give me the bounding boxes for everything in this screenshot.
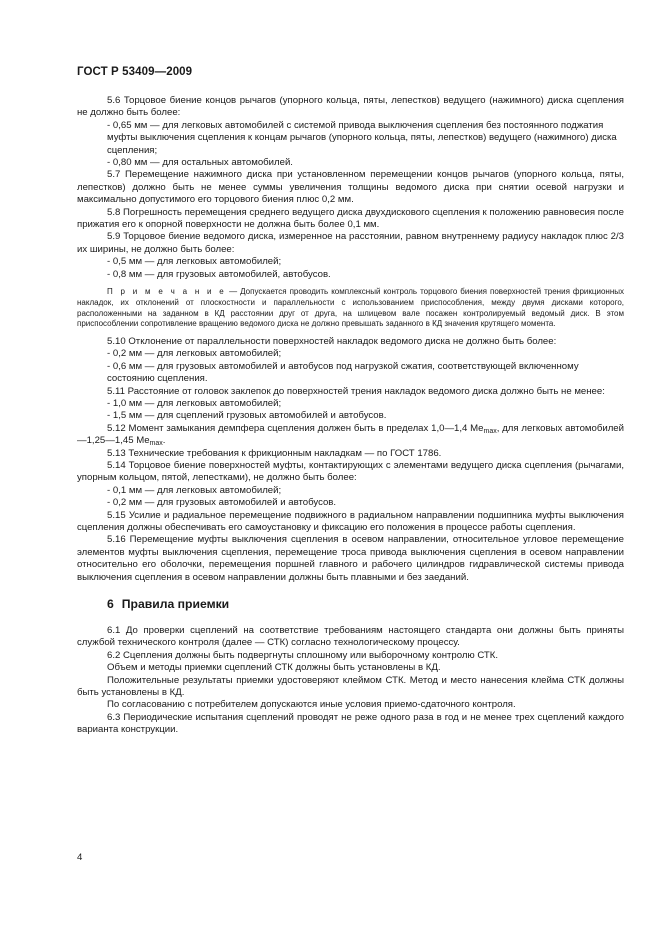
paragraph: Положительные результаты приемки удостоверяют клеймом СТК. Метод и место нанесения клейма СТК должны быть установлены в КД. bbox=[77, 674, 624, 699]
note-label: П р и м е ч а н и е bbox=[107, 287, 227, 297]
list-item: - 0,80 мм — для остальных автомобилей. bbox=[107, 157, 293, 169]
paragraph-text: 5.12 Момент замыкания демпфера сцепления должен быть в пределах 1,0—1,4 Me bbox=[107, 422, 484, 434]
paragraph: 5.16 Перемещение муфты выключения сцепления в осевом направлении, относительное угловое перемещение элементов муфты выключения сцепления, перемещение троса привода выключения сцепления в осевом направлении относительно его оболочки, перемещения поршней главного и рабочего цилиндров гидравлической системы привода выключения сцепления в осевом направлении должны быть плавными и без заеданий. bbox=[77, 534, 624, 583]
list-item: - 0,65 мм — для легковых автомобилей с системой привода выключения сцепления без постоянного поджатия муфты выключения сцепления к концам рычагов (упорного кольца, пяты, лепестков) ведущего (нажимного) диска сцепления; bbox=[107, 119, 617, 156]
list-item: - 0,2 мм — для грузовых автомобилей и автобусов. bbox=[107, 497, 337, 509]
document-body bbox=[77, 95, 624, 737]
paragraph: 5.11 Расстояние от головок заклепок до поверхностей трения накладок ведомого диска должно быть не менее: bbox=[107, 385, 605, 397]
section-number: 6 bbox=[107, 597, 114, 612]
paragraph: Объем и методы приемки сцеплений СТК должны быть установлены в КД. bbox=[107, 662, 441, 674]
paragraph: 5.13 Технические требования к фрикционным накладкам — по ГОСТ 1786. bbox=[107, 447, 442, 459]
document-header: ГОСТ Р 53409—2009 bbox=[77, 66, 193, 78]
section-heading bbox=[77, 597, 624, 612]
list-item: - 0,5 мм — для легковых автомобилей; bbox=[107, 256, 282, 268]
paragraph: 6.3 Периодические испытания сцеплений проводят не реже одного раза в год и не менее трех сцеплений каждого варианта конструкции. bbox=[77, 711, 624, 736]
paragraph: 5.15 Усилие и радиальное перемещение подвижного в радиальном направлении подшипника муфты выключения сцепления должны обеспечивать его самоустановку и фиксацию его положения в процессе работы сцепления. bbox=[77, 509, 624, 533]
list-item: - 0,8 мм — для грузовых автомобилей, автобусов. bbox=[107, 268, 331, 280]
paragraph bbox=[77, 423, 624, 448]
paragraph: 5.7 Перемещение нажимного диска при установленном перемещении концов рычагов (упорного кольца, пяты, лепестков) должно быть не менее суммы увеличения толщины ведомого диска при снятии осевой нагрузки и максимально допустимого его торцового биения плюс 0,2 мм. bbox=[77, 169, 624, 206]
paragraph: 5.9 Торцовое биение ведомого диска, измеренное на расстоянии, равном внутреннему радиусу накладок плюс 2/3 их ширины, не должно быть более: bbox=[77, 231, 624, 255]
paragraph-text: . bbox=[162, 435, 166, 447]
list-item: - 1,0 мм — для легковых автомобилей; bbox=[107, 397, 282, 409]
paragraph: 5.10 Отклонение от параллельности поверхностей накладок ведомого диска не должно быть более: bbox=[107, 335, 557, 347]
section-title-text: Правила приемки bbox=[121, 597, 230, 612]
note-text: — Допускается проводить комплексный контроль торцового биения поверхностей трения фрикционных накладок, их отклонений от плоскостности и параллельности с использованием приспособления, между двумя дисками которого, расположенными на заданном в КД расстоянии друг от друга, на шлицевом вале посажен контролируемый ведомый диск. В этом приспособлении сопротивление вращению ведомого диска не должно превышать заданного в КД значения крутящего момента. bbox=[77, 287, 624, 329]
paragraph: По согласованию с потребителем допускаются иные условия приемо-сдаточного контроля. bbox=[107, 699, 516, 711]
subscript: max bbox=[483, 427, 497, 435]
paragraph-text: , для легковых автомобилей —1,25—1,45 Me bbox=[77, 422, 624, 447]
subscript: max bbox=[149, 440, 163, 448]
paragraph: 5.8 Погрешность перемещения среднего ведущего диска двухдискового сцепления к положению равновесия после прижатия его к опорной поверхности не должна быть более 0,1 мм. bbox=[77, 206, 624, 231]
list-item: - 0,2 мм — для легковых автомобилей; bbox=[107, 348, 282, 360]
paragraph: 5.6 Торцовое биение концов рычагов (упорного кольца, пяты, лепестков) ведущего (нажимного) диска сцепления не должно быть более: bbox=[77, 95, 624, 119]
list-item: - 0,1 мм — для легковых автомобилей; bbox=[107, 484, 282, 496]
list-item: - 0,6 мм — для грузовых автомобилей и автобусов под нагрузкой сжатия, соответствующей включенному состоянию сцепления. bbox=[107, 360, 579, 385]
paragraph: 6.2 Сцепления должны быть подвергнуты сплошному или выборочному контролю СТК. bbox=[107, 649, 499, 661]
page-number: 4 bbox=[77, 852, 83, 863]
note-paragraph bbox=[77, 287, 624, 330]
paragraph: 6.1 До проверки сцеплений на соответствие требованиям настоящего стандарта они должны быть приняты службой технического контроля (далее — СТК) согласно технологическому процессу. bbox=[77, 625, 624, 649]
paragraph: 5.14 Торцовое биение поверхностей муфты, контактирующих с элементами ведущего диска сцепления (рычагами, упорным кольцом, пятой, лепестками), не должно быть более: bbox=[77, 459, 624, 484]
list-item: - 1,5 мм — для сцеплений грузовых автомобилей и автобусов. bbox=[107, 410, 387, 422]
